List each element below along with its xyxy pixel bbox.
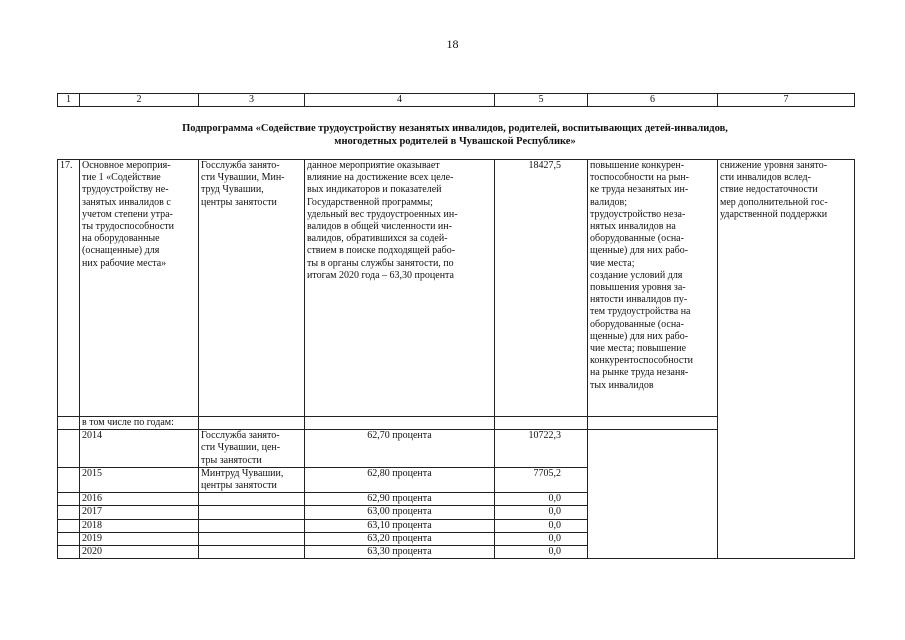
year-indicator-cell: 63,10 процента — [305, 519, 495, 532]
result-line: оборудованные (осна- — [590, 318, 684, 330]
col-number-4: 4 — [305, 94, 495, 107]
year-cell: 2017 — [80, 506, 199, 519]
indicator-line: Государственной программы; — [307, 196, 433, 208]
result-line: щенные) для них рабо- — [590, 245, 689, 257]
result-line: тем трудоустройства на — [590, 306, 691, 318]
by-years-label: в том числе по годам: — [80, 417, 199, 430]
year-funding-cell: 10722,3 — [495, 430, 588, 468]
indicator-line: ты в органы службы занятости, по — [307, 257, 454, 269]
result-line: щенные) для них рабо- — [590, 330, 689, 342]
indicator-line: влияние на достижение всех целе- — [307, 172, 454, 184]
indicator-line: валидов, обратившихся за содей- — [307, 233, 448, 245]
subprogram-title — [60, 122, 850, 148]
result-line: трудоустройство неза- — [590, 208, 686, 220]
executor-line: труд Чувашии, — [201, 184, 264, 196]
executor-line: сти Чувашии, Мин- — [201, 172, 285, 184]
column-number-header — [57, 93, 855, 107]
year-funding-cell: 0,0 — [495, 519, 588, 532]
col-number-2: 2 — [80, 94, 199, 107]
year-indicator-cell: 62,90 процента — [305, 493, 495, 506]
year-executor-line: тры занятости — [201, 454, 262, 466]
year-cell: 2020 — [80, 546, 199, 559]
consequence-line: мер дополнительной гос- — [720, 196, 828, 208]
program-table — [57, 159, 855, 559]
year-indicator-cell: 62,70 процента — [305, 430, 495, 468]
funding-cell: 18427,5 — [495, 160, 588, 417]
year-funding-cell: 0,0 — [495, 506, 588, 519]
result-line: нятости инвалидов пу- — [590, 294, 688, 306]
year-cell: 2014 — [80, 430, 199, 468]
event-line: (оснащенные) для — [82, 245, 160, 257]
year-funding-cell: 0,0 — [495, 493, 588, 506]
event-line: ты трудоспособности — [82, 221, 174, 233]
year-indicator-cell: 63,20 процента — [305, 532, 495, 545]
year-executor-cell — [199, 467, 305, 492]
indicator-line: удельный вес трудоустроенных ин- — [307, 208, 458, 220]
result-line: конкурентоспособности — [590, 355, 694, 367]
event-line: учетом степени утра- — [82, 208, 173, 220]
result-line: нятых инвалидов на — [590, 221, 676, 233]
col-number-3: 3 — [199, 94, 305, 107]
result-line: создание условий для — [590, 269, 683, 281]
consequence-line: сти инвалидов вслед- — [720, 172, 811, 184]
result-line: ке труда незанятых ин- — [590, 184, 689, 196]
event-line: них рабочие места» — [82, 257, 167, 269]
event-name-cell — [80, 160, 199, 417]
year-executor-line: Госслужба занято- — [201, 430, 280, 442]
indicator-line: ствием в поиске подходящей рабо- — [307, 245, 456, 257]
result-cell — [588, 160, 718, 417]
year-executor-line: центры занятости — [201, 480, 277, 492]
year-indicator-cell: 62,80 процента — [305, 467, 495, 492]
consequence-cell — [718, 160, 855, 559]
year-cell: 2015 — [80, 467, 199, 492]
year-executor-line: сти Чувашии, цен- — [201, 442, 281, 454]
indicator-line: валидов в общей численности ин- — [307, 221, 452, 233]
result-line: повышения уровня за- — [590, 282, 686, 294]
year-cell: 2019 — [80, 532, 199, 545]
event-line: занятых инвалидов с — [82, 196, 171, 208]
year-indicator-cell: 63,30 процента — [305, 546, 495, 559]
year-funding-cell: 0,0 — [495, 546, 588, 559]
consequence-line: ударственной поддержки — [720, 208, 828, 220]
col-number-7: 7 — [718, 94, 855, 107]
executor-line: Госслужба занято- — [201, 160, 280, 171]
year-result-empty — [588, 430, 718, 559]
result-line: оборудованные (осна- — [590, 233, 684, 245]
subprogram-title-line2: многодетных родителей в Чувашской Республике» — [334, 136, 576, 147]
year-funding-cell: 7705,2 — [495, 467, 588, 492]
executor-cell — [199, 160, 305, 417]
col-number-6: 6 — [588, 94, 718, 107]
event-line: Основное мероприя- — [82, 160, 171, 171]
result-line: повышение конкурен- — [590, 160, 685, 171]
indicator-cell — [305, 160, 495, 417]
page-number: 18 — [446, 37, 459, 51]
executor-line: центры занятости — [201, 196, 277, 208]
year-cell: 2016 — [80, 493, 199, 506]
event-line: тие 1 «Содействие — [82, 172, 161, 184]
year-executor-cell — [199, 430, 305, 468]
col-number-1: 1 — [58, 94, 80, 107]
subprogram-title-line1: Подпрограмма «Содействие трудоустройству незанятых инвалидов, родителей, воспитывающих детей-инвалидов, — [182, 123, 728, 134]
year-cell: 2018 — [80, 519, 199, 532]
result-line: тых инвалидов — [590, 379, 654, 391]
event-line: на оборудованные — [82, 233, 160, 245]
consequence-line: ствие недостаточности — [720, 184, 818, 196]
main-event-row — [58, 160, 855, 417]
indicator-line: данное мероприятие оказывает — [307, 160, 440, 171]
year-executor-line: Минтруд Чувашии, — [201, 467, 284, 479]
consequence-line: снижение уровня занято- — [720, 160, 828, 171]
row-number: 17. — [58, 160, 80, 417]
result-line: чие места; повышение — [590, 343, 687, 355]
result-line: валидов; — [590, 196, 628, 208]
indicator-line: вых индикаторов и показателей — [307, 184, 442, 196]
year-funding-cell: 0,0 — [495, 532, 588, 545]
result-line: на рынке труда незаня- — [590, 367, 689, 379]
col-number-5: 5 — [495, 94, 588, 107]
year-indicator-cell: 63,00 процента — [305, 506, 495, 519]
indicator-line: итогам 2020 года – 63,30 процента — [307, 269, 454, 281]
result-line: тоспособности на рын- — [590, 172, 690, 184]
event-line: трудоустройству не- — [82, 184, 169, 196]
result-line: чие места; — [590, 257, 635, 269]
